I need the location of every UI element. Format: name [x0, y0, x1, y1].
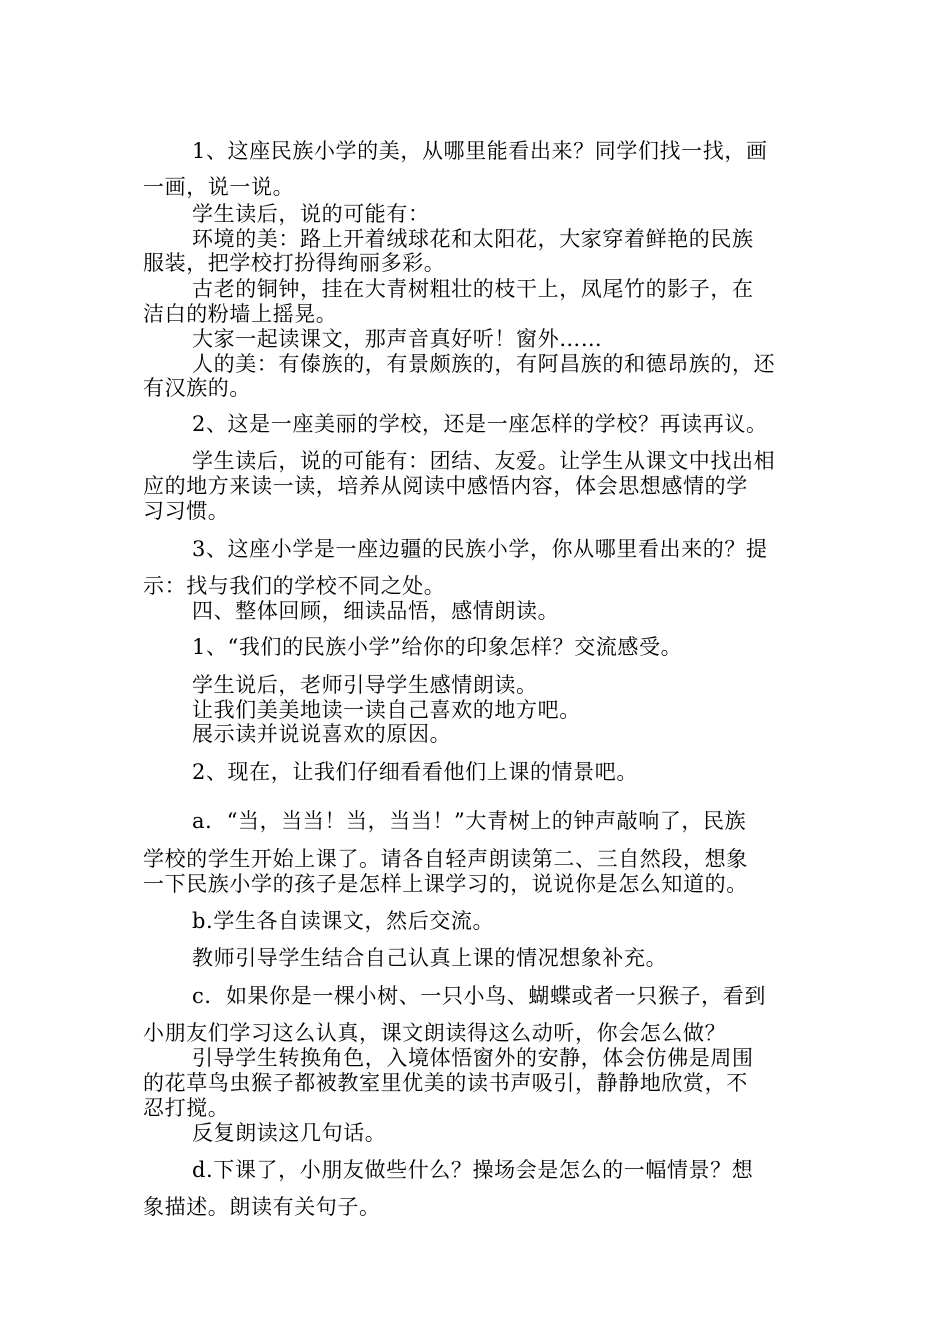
- paragraph-line: 环境的美：路上开着绒球花和太阳花，大家穿着鲜艳的民族: [192, 227, 754, 251]
- paragraph-line: 有汉族的。: [143, 376, 251, 400]
- paragraph-line: a．“当，当当！当，当当！”大青树上的钟声敲响了，民族: [192, 809, 747, 833]
- paragraph-line: 忍打搅。: [143, 1096, 230, 1120]
- paragraph-line: 展示读并说说喜欢的原因。: [192, 722, 452, 746]
- paragraph-line: 象描述。朗读有关句子。: [143, 1195, 381, 1219]
- paragraph-line: 1、这座民族小学的美，从哪里能看出来？同学们找一找，画: [192, 139, 768, 163]
- paragraph-line: 示：找与我们的学校不同之处。: [143, 574, 446, 598]
- paragraph-line: 学生读后，说的可能有：团结、友爱。让学生从课文中找出相: [192, 449, 776, 473]
- paragraph-line: 的花草鸟虫猴子都被教室里优美的读书声吸引，静静地欣赏，不: [143, 1071, 748, 1095]
- paragraph-line: 一画，说一说。: [143, 175, 295, 199]
- section-heading: 四、整体回顾，细读品悟，感情朗读。: [192, 599, 560, 623]
- paragraph-line: 学生读后，说的可能有：: [192, 202, 430, 226]
- paragraph-line: 古老的铜钟，挂在大青树粗壮的枝干上，凤尾竹的影子，在: [192, 277, 754, 301]
- paragraph-line: 教师引导学生结合自己认真上课的情况想象补充。: [192, 946, 668, 970]
- paragraph-line: 2、现在，让我们仔细看看他们上课的情景吧。: [192, 760, 638, 784]
- paragraph-line: b.学生各自读课文，然后交流。: [192, 909, 495, 933]
- paragraph-line: 小朋友们学习这么认真，课文朗读得这么动听，你会怎么做？: [143, 1021, 727, 1045]
- paragraph-line: 3、这座小学是一座边疆的民族小学，你从哪里看出来的？提: [192, 537, 768, 561]
- paragraph-line: 洁白的粉墙上摇晃。: [143, 302, 338, 326]
- paragraph-line: 1、“我们的民族小学”给你的印象怎样？交流感受。: [192, 635, 683, 659]
- paragraph-line: 学生说后，老师引导学生感情朗读。: [192, 673, 538, 697]
- paragraph-line: 学校的学生开始上课了。请各自轻声朗读第二、三自然段，想象: [143, 847, 748, 871]
- paragraph-line: 一下民族小学的孩子是怎样上课学习的，说说你是怎么知道的。: [143, 872, 748, 896]
- paragraph-line: c．如果你是一棵小树、一只小鸟、蝴蝶或者一只猴子，看到: [192, 984, 766, 1008]
- paragraph-line: 服装，把学校打扮得绚丽多彩。: [143, 251, 446, 275]
- paragraph-line: 让我们美美地读一读自己喜欢的地方吧。: [192, 698, 581, 722]
- paragraph-line: 应的地方来读一读，培养从阅读中感悟内容，体会思想感情的学: [143, 474, 748, 498]
- paragraph-line: 2、这是一座美丽的学校，还是一座怎样的学校？再读再议。: [192, 412, 768, 436]
- paragraph-line: 大家一起读课文，那声音真好听！窗外……: [192, 327, 603, 351]
- paragraph-line: 引导学生转换角色，入境体悟窗外的安静，体会仿佛是周围: [192, 1046, 754, 1070]
- paragraph-line: 人的美：有傣族的，有景颇族的，有阿昌族的和德昂族的，还: [192, 352, 776, 376]
- paragraph-line: 反复朗读这几句话。: [192, 1121, 387, 1145]
- paragraph-line: d.下课了，小朋友做些什么？操场会是怎么的一幅情景？想: [192, 1158, 754, 1182]
- paragraph-line: 习习惯。: [143, 499, 230, 523]
